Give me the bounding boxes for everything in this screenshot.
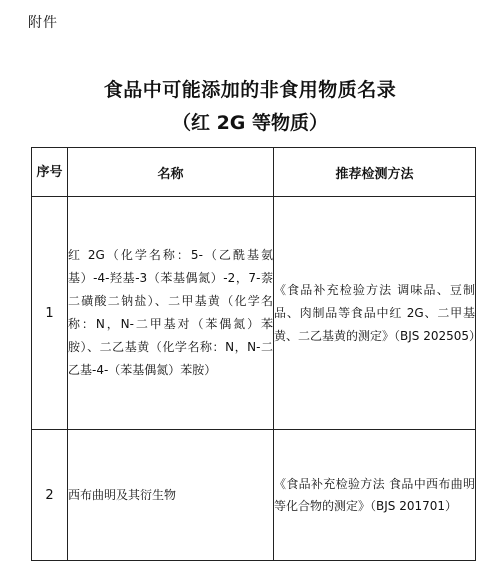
table-row xyxy=(32,430,476,561)
header-method: 推荐检测方法 xyxy=(274,148,476,197)
table-header-row xyxy=(32,148,476,197)
row-number: 2 xyxy=(32,430,68,561)
substance-table xyxy=(31,147,482,561)
header-name: 名称 xyxy=(68,148,274,197)
substance-name: 红 2G（化学名称：5-（乙酰基氨基）-4-羟基-3（苯基偶氮）-2，7-萘二磺酸二钠盐）、二甲基黄（化学名称：N，N-二甲基对（苯偶氮）苯胺）、二乙基黄（化学名称：N，N-二乙基-4-（苯基偶氮）苯胺） xyxy=(68,197,274,430)
page-title: 食品中可能添加的非食用物质名录 xyxy=(103,79,397,101)
page-subtitle: （红 2G 等物质） xyxy=(171,112,329,134)
substance-name: 西布曲明及其衍生物 xyxy=(68,430,274,561)
annex-label: 附件 xyxy=(28,15,58,31)
header-number: 序号 xyxy=(32,148,68,197)
detection-method: 《食品补充检验方法 食品中西布曲明等化合物的测定》（BJS 201701） xyxy=(274,430,476,561)
detection-method: 《食品补充检验方法 调味品、豆制品、肉制品等食品中红 2G、二甲基黄、二乙基黄的测定》（BJS 202505） xyxy=(274,197,476,430)
table-row xyxy=(32,197,476,430)
row-number: 1 xyxy=(32,197,68,430)
